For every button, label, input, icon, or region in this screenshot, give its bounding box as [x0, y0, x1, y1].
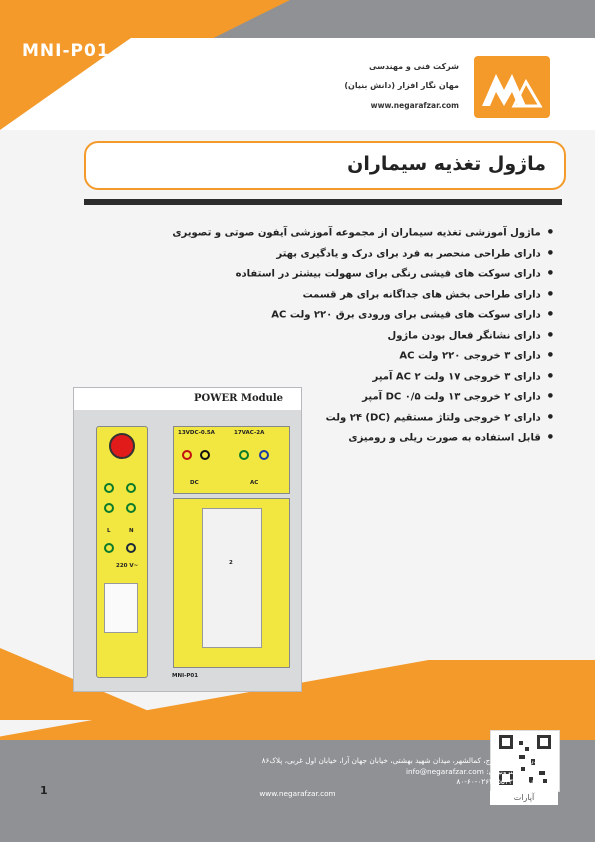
device-chip-number: 2 — [229, 560, 233, 566]
device-voltage-label: 220 V~ — [116, 563, 139, 569]
feature-item: ● دارای ۳ خروجی ۱۷ ولت AC ۲ آمپر — [113, 366, 553, 387]
company-name-line1: شرکت فنی و مهندسی — [369, 62, 459, 71]
company-website[interactable]: www.negarafzar.com — [370, 101, 459, 110]
socket-jack — [259, 450, 269, 460]
feature-item: ● دارای ۲ خروجی ولتاژ مستقیم (DC) ۲۴ ولت — [113, 407, 553, 428]
feature-item: ● دارای ۳ خروجی ۲۲۰ ولت AC — [113, 345, 553, 366]
device-ac-tag: AC — [250, 480, 259, 486]
socket-jack — [104, 543, 114, 553]
socket-jack — [104, 483, 114, 493]
circuit-breaker — [104, 583, 138, 633]
feature-item: ● دارای طراحی منحصر به فرد برای درک و یادگیری بهتر — [113, 243, 553, 264]
power-button — [109, 433, 135, 459]
power-module-image — [73, 387, 302, 692]
device-model-label: MNI-P01 — [172, 673, 199, 679]
device-n-label: N — [129, 528, 134, 534]
feature-item: ● دارای سوکت های فیشی رنگی برای سهولت بیشتر در استفاده — [113, 263, 553, 284]
page-number: 1 — [40, 784, 48, 797]
footer-website[interactable]: www.negarafzar.com — [259, 789, 336, 798]
footer-address: آدرس: البرز، کرج، کمالشهر، میدان شهید بهشتی، خیابان جهان آرا، خیابان اول غربی، پلاک۸۶ — [261, 756, 539, 765]
device-dc-tag: DC — [190, 480, 199, 486]
device-dc-spec: 13VDC-0.5A — [178, 430, 215, 436]
footer-contact — [79, 756, 539, 788]
feature-item: ● دارای ۲ خروجی ۱۳ ولت DC ۰/۵ آمپر — [113, 386, 553, 407]
device-input-panel — [96, 426, 148, 678]
socket-jack — [239, 450, 249, 460]
feature-item: ● دارای سوکت های فیشی برای ورودی برق ۲۲۰ ولت AC — [113, 304, 553, 325]
socket-jack — [126, 483, 136, 493]
socket-jack — [126, 543, 136, 553]
feature-item: ● دارای طراحی بخش های جداگانه برای هر قسمت — [113, 284, 553, 305]
product-code: MNI-P01 — [22, 41, 110, 61]
socket-jack — [126, 503, 136, 513]
title-divider — [84, 199, 562, 205]
footer-phone: تلفن: ۰۲۶۳۲۵۵۴۳۲۰-۶۰-۸۰ — [456, 777, 539, 786]
socket-jack — [104, 503, 114, 513]
device-l-label: L — [107, 528, 111, 534]
socket-jack — [200, 450, 210, 460]
page-title: ماژول تغذیه سیماران — [347, 153, 546, 175]
socket-jack — [182, 450, 192, 460]
device-ac-spec: 17VAC-2A — [234, 430, 265, 436]
company-name-line2: مهان نگار افزار (دانش بنیان) — [344, 81, 459, 90]
feature-item: ● قابل استفاده به صورت ریلی و رومیزی — [113, 427, 553, 448]
company-logo — [474, 56, 550, 118]
qr-label: آپارات — [490, 791, 558, 805]
feature-item: ● ماژول آموزشی تغذیه سیماران از مجموعه آموزشی آیفون صوتی و تصویری — [113, 222, 553, 243]
footer-email[interactable]: پست الکترونیکی: info@negarafzar.com — [406, 766, 539, 776]
title-box — [84, 141, 566, 190]
device-board-module — [202, 508, 262, 648]
device-power-label: POWER Module — [194, 393, 284, 404]
feature-item: ● دارای نشانگر فعال بودن ماژول — [113, 325, 553, 346]
